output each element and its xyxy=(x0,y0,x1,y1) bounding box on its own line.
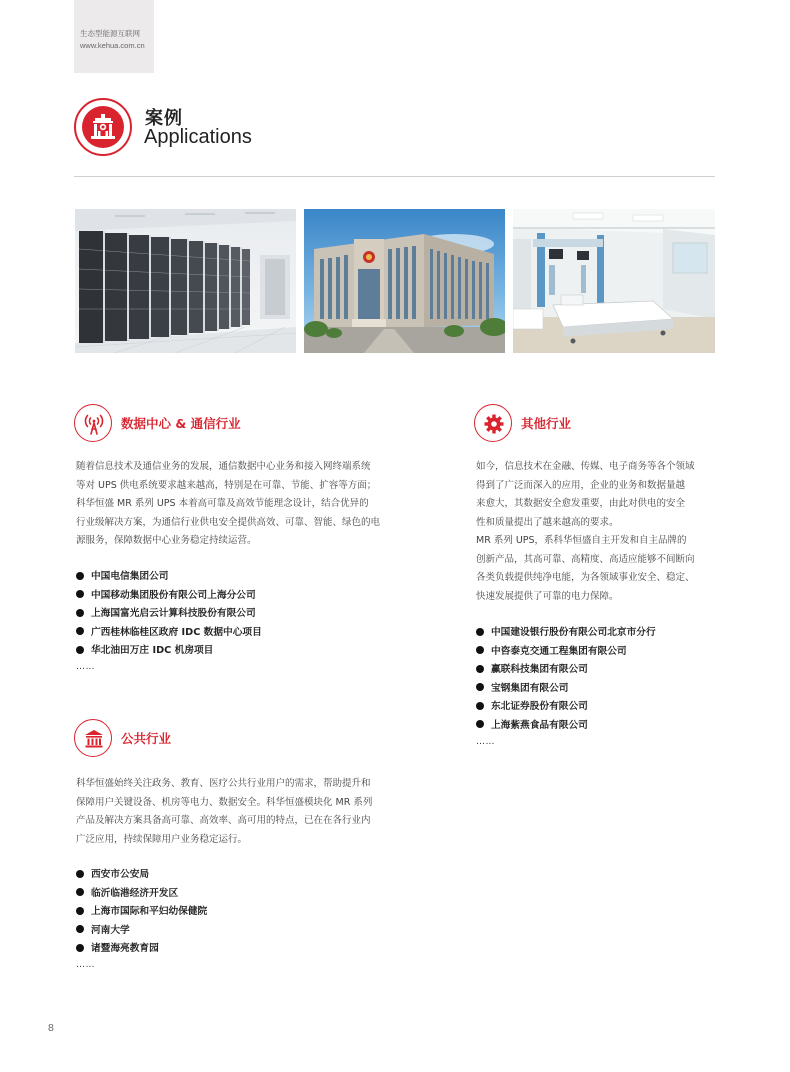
government-building-photo xyxy=(304,209,505,353)
client-name: 中国电信集团公司 xyxy=(91,571,169,582)
paragraph-line: 各类负载提供纯净电能，为各领域事业安全、稳定、 xyxy=(476,572,695,583)
bullet-icon xyxy=(76,627,84,635)
paragraph-line: 快速发展提供了可靠的电力保障。 xyxy=(476,590,619,602)
paragraph-line: 广泛应用，持续保障用户业务稳定运行。 xyxy=(76,833,248,845)
bullet-icon xyxy=(476,628,484,636)
paragraph-line: 随着信息技术及通信业务的发展，通信数据中心业务和接入网终端系统 xyxy=(76,461,371,472)
public-client-list xyxy=(76,866,207,959)
list-item xyxy=(476,680,656,699)
page-title-en: Applications xyxy=(144,126,252,148)
institution-icon xyxy=(74,719,112,757)
paragraph-line: 来愈大，其数据安全愈发重要，由此对供电的安全 xyxy=(476,498,686,509)
list-item xyxy=(76,642,262,661)
other-client-list xyxy=(476,624,656,735)
header-divider xyxy=(74,176,715,177)
client-name: 东北证券股份有限公司 xyxy=(491,701,588,712)
more-indicator: …… xyxy=(76,960,95,970)
bullet-icon xyxy=(76,590,84,598)
list-item xyxy=(76,866,207,885)
signal-tower-icon xyxy=(74,404,112,442)
paragraph-line: 产品及解决方案具备高可靠、高效率、高可用的特点，已在在各行业内 xyxy=(76,815,371,826)
more-indicator: …… xyxy=(476,737,495,747)
paragraph-line: 保障用户关键设备、机房等电力、数据安全。科华恒盛模块化 MR 系列 xyxy=(76,796,373,808)
list-item xyxy=(76,587,262,606)
paragraph-line: 等对 UPS 供电系统要求越来越高，特别是在可靠、节能、扩容等方面； xyxy=(76,479,377,491)
list-item xyxy=(76,605,262,624)
list-item xyxy=(76,940,207,959)
list-item xyxy=(76,624,262,643)
bullet-icon xyxy=(476,702,484,710)
bullet-icon xyxy=(76,888,84,896)
public-description xyxy=(76,775,426,849)
bullet-icon xyxy=(476,665,484,673)
brand-tab xyxy=(74,0,154,73)
bullet-icon xyxy=(76,944,84,952)
paragraph-line: 得到了广泛而深入的应用，企业的业务和数据量越 xyxy=(476,479,686,491)
building-icon xyxy=(74,98,132,156)
paragraph-line: 性和质量提出了越来越高的要求。 xyxy=(476,516,619,528)
datacenter-section-title: 数据中心 & 通信行业 xyxy=(121,416,241,431)
brand-tagline: 生态型能源互联网 xyxy=(80,29,140,38)
client-name: 宝钢集团有限公司 xyxy=(491,682,569,694)
list-item xyxy=(476,661,656,680)
list-item xyxy=(476,624,656,643)
public-section-title: 公共行业 xyxy=(121,731,172,746)
client-name: 临沂临港经济开发区 xyxy=(91,887,179,899)
paragraph-line: 科华恒盛始终关注政务、教育、医疗公共行业用户的需求，帮助提升和 xyxy=(76,778,371,789)
bullet-icon xyxy=(476,720,484,728)
paragraph-line: 源服务，保障数据中心业务稳定持续运营。 xyxy=(76,535,257,546)
bullet-icon xyxy=(476,646,484,654)
gear-icon xyxy=(474,404,512,442)
list-item xyxy=(76,922,207,941)
bullet-icon xyxy=(76,572,84,580)
more-indicator: …… xyxy=(76,662,95,672)
client-name: 河南大学 xyxy=(91,924,130,936)
paragraph-line: 行业级解决方案，为通信行业供电安全提供高效、可靠、智能、绿色的电 xyxy=(76,516,381,528)
bullet-icon xyxy=(76,907,84,915)
client-name: 赢联科技集团有限公司 xyxy=(491,664,588,675)
datacenter-client-list xyxy=(76,568,262,661)
client-name: 中咨泰克交通工程集团有限公司 xyxy=(491,645,627,657)
data-center-photo xyxy=(75,209,296,353)
client-name: 西安市公安局 xyxy=(91,869,150,880)
list-item xyxy=(76,568,262,587)
client-name: 诸暨海亮教育园 xyxy=(91,943,159,954)
list-item xyxy=(476,698,656,717)
datacenter-description xyxy=(76,458,426,551)
list-item xyxy=(476,643,656,662)
page-title-zh: 案例 xyxy=(145,108,183,129)
client-name: 中国移动集团股份有限公司上海分公司 xyxy=(91,589,256,601)
paragraph-line: 科华恒盛 MR 系列 UPS 本着高可靠及高效节能理念设计，结合优异的 xyxy=(76,498,369,509)
client-name: 中国建设银行股份有限公司北京市分行 xyxy=(491,627,656,638)
hospital-ward-photo xyxy=(513,209,715,353)
bullet-icon xyxy=(476,683,484,691)
bullet-icon xyxy=(76,925,84,933)
client-name: 华北油田万庄 IDC 机房项目 xyxy=(91,645,214,656)
client-name: 广西桂林临桂区政府 IDC 数据中心项目 xyxy=(91,626,262,638)
client-name: 上海紫燕食品有限公司 xyxy=(491,719,588,731)
client-name: 上海市国际和平妇幼保健院 xyxy=(91,906,208,917)
bullet-icon xyxy=(76,870,84,878)
brand-url: www.kehua.com.cn xyxy=(80,41,145,50)
list-item xyxy=(476,717,656,736)
list-item xyxy=(76,885,207,904)
paragraph-line: MR 系列 UPS，系科华恒盛自主开发和自主品牌的 xyxy=(476,535,687,546)
client-name: 上海国富光启云计算科技股份有限公司 xyxy=(91,608,256,619)
paragraph-line: 创新产品，其高可靠、高精度、高适应能够不间断向 xyxy=(476,553,695,565)
other-section-title: 其他行业 xyxy=(521,416,572,431)
other-description xyxy=(476,458,721,606)
bullet-icon xyxy=(76,646,84,654)
list-item xyxy=(76,903,207,922)
paragraph-line: 如今，信息技术在金融、传媒、电子商务等各个领域 xyxy=(476,461,695,472)
bullet-icon xyxy=(76,609,84,617)
page-number: 8 xyxy=(48,1022,54,1034)
